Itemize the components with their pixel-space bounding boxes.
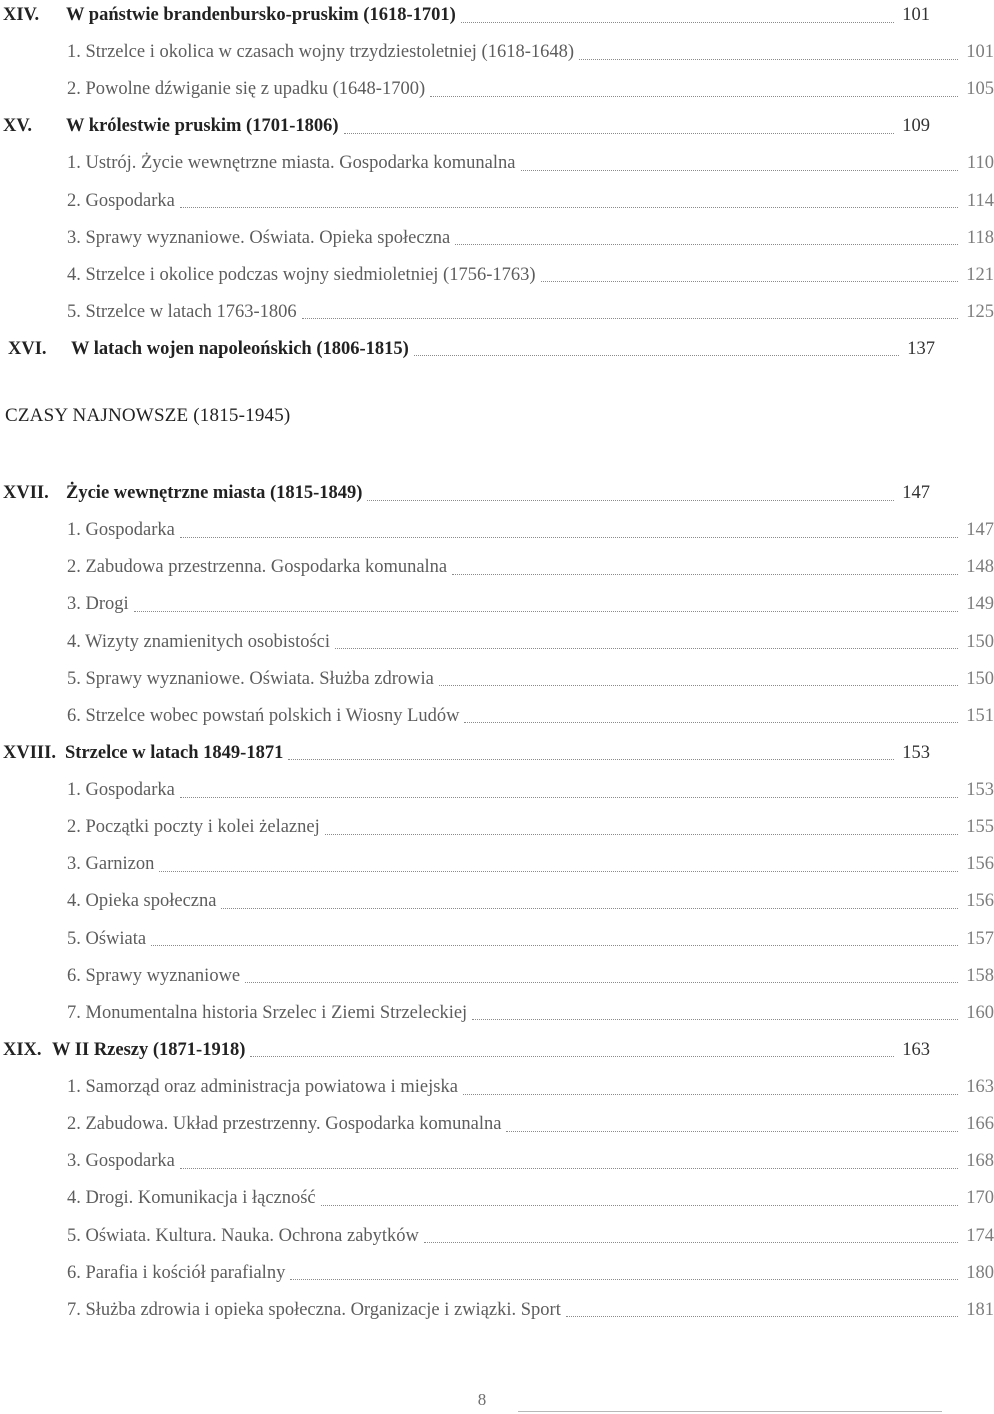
page-reference: 125 bbox=[966, 301, 994, 322]
dot-leader bbox=[464, 722, 958, 723]
dot-leader bbox=[151, 945, 958, 946]
page-reference: 155 bbox=[966, 817, 994, 838]
subsection-title: 6. Sprawy wyznaniowe bbox=[67, 965, 241, 986]
page-reference: 181 bbox=[966, 1299, 994, 1320]
subsection-title: 5. Oświata bbox=[67, 928, 147, 949]
toc-chapter-entry bbox=[0, 334, 935, 364]
subsection-title: 3. Sprawy wyznaniowe. Oświata. Opieka społeczna bbox=[67, 227, 451, 248]
subsection-title: 5. Strzelce w latach 1763-1806 bbox=[67, 301, 297, 322]
chapter-number: XVII. bbox=[3, 483, 49, 503]
toc-subsection-entry bbox=[0, 1072, 994, 1102]
dot-leader bbox=[180, 207, 958, 208]
page-reference: 118 bbox=[966, 227, 994, 248]
subsection-title: 2. Powolne dźwiganie się z upadku (1648-1700) bbox=[67, 79, 426, 100]
chapter-title: W latach wojen napoleońskich (1806-1815) bbox=[71, 338, 409, 359]
page-reference: 157 bbox=[966, 928, 994, 949]
subsection-title: 2. Zabudowa przestrzenna. Gospodarka komunalna bbox=[67, 557, 448, 578]
toc-subsection-entry bbox=[0, 664, 994, 694]
dot-leader bbox=[566, 1316, 958, 1317]
page-number: 8 bbox=[477, 1390, 487, 1409]
dot-leader bbox=[250, 1056, 894, 1057]
subsection-title: 4. Opieka społeczna bbox=[67, 891, 217, 912]
subsection-title: 5. Oświata. Kultura. Nauka. Ochrona zabytków bbox=[67, 1225, 419, 1246]
subsection-title: 6. Parafia i kościół parafialny bbox=[67, 1262, 286, 1283]
toc-subsection-entry bbox=[0, 148, 994, 178]
toc-subsection-entry bbox=[0, 886, 994, 916]
toc-chapter-entry bbox=[0, 478, 930, 508]
subsection-title: 1. Samorząd oraz administracja powiatowa i miejska bbox=[67, 1077, 458, 1098]
dot-leader bbox=[325, 834, 958, 835]
subsection-title: 4. Wizyty znamienitych osobistości bbox=[67, 631, 331, 652]
dot-leader bbox=[414, 355, 899, 356]
dot-leader bbox=[461, 22, 894, 23]
toc-subsection-entry bbox=[0, 74, 994, 104]
dot-leader bbox=[430, 96, 958, 97]
dot-leader bbox=[506, 1131, 958, 1132]
page-reference: 156 bbox=[966, 854, 994, 875]
chapter-number: XVI. bbox=[8, 338, 47, 359]
page-reference: 174 bbox=[966, 1225, 994, 1246]
toc-subsection-entry bbox=[0, 1109, 994, 1139]
footer-rule bbox=[518, 1411, 942, 1412]
toc-subsection-entry bbox=[0, 186, 994, 216]
dot-leader bbox=[180, 1168, 958, 1169]
dot-leader bbox=[344, 133, 894, 134]
dot-leader bbox=[424, 1242, 958, 1243]
dot-leader bbox=[180, 537, 958, 538]
toc-subsection-entry bbox=[0, 775, 994, 805]
section-heading: CZASY NAJNOWSZE (1815-1945) bbox=[5, 405, 291, 426]
dot-leader bbox=[541, 281, 958, 282]
toc-subsection-entry bbox=[0, 1258, 994, 1288]
dot-leader bbox=[521, 170, 959, 171]
toc-subsection-entry bbox=[0, 1221, 994, 1251]
page-reference: 114 bbox=[966, 190, 994, 211]
subsection-title: 1. Gospodarka bbox=[67, 780, 175, 801]
page-reference: 147 bbox=[966, 520, 994, 541]
dot-leader bbox=[245, 982, 958, 983]
page-reference: 170 bbox=[966, 1188, 994, 1209]
chapter-title: W królestwie pruskim (1701-1806) bbox=[66, 116, 339, 137]
toc-subsection-entry bbox=[0, 37, 994, 67]
toc-subsection-entry bbox=[0, 998, 994, 1028]
dot-leader bbox=[335, 648, 958, 649]
toc-subsection-entry bbox=[0, 223, 994, 253]
toc-subsection-entry bbox=[0, 1295, 994, 1325]
page-reference: 158 bbox=[966, 965, 994, 986]
dot-leader bbox=[472, 1019, 958, 1020]
subsection-title: 2. Gospodarka bbox=[67, 190, 175, 211]
toc-subsection-entry bbox=[0, 1183, 994, 1213]
page-reference: 168 bbox=[966, 1151, 994, 1172]
chapter-number: XV. bbox=[3, 116, 32, 137]
page-reference: 160 bbox=[966, 1002, 994, 1023]
toc-chapter-entry bbox=[0, 1035, 930, 1065]
chapter-title: W II Rzeszy (1871-1918) bbox=[52, 1039, 246, 1060]
page-reference: 110 bbox=[966, 153, 994, 174]
chapter-title: W państwie brandenbursko-pruskim (1618-1701) bbox=[66, 5, 456, 25]
toc-subsection-entry bbox=[0, 260, 994, 290]
dot-leader bbox=[302, 318, 958, 319]
toc-subsection-entry bbox=[0, 1146, 994, 1176]
dot-leader bbox=[288, 759, 894, 760]
page-reference: 109 bbox=[902, 116, 930, 137]
subsection-title: 5. Sprawy wyznaniowe. Oświata. Służba zdrowia bbox=[67, 668, 434, 689]
toc-subsection-entry bbox=[0, 961, 994, 991]
chapter-title: Życie wewnętrzne miasta (1815-1849) bbox=[66, 483, 363, 503]
toc-chapter-entry bbox=[0, 738, 930, 768]
subsection-title: 2. Początki poczty i kolei żelaznej bbox=[67, 817, 320, 838]
subsection-title: 6. Strzelce wobec powstań polskich i Wiosny Ludów bbox=[67, 705, 460, 726]
page-reference: 137 bbox=[907, 338, 935, 359]
page-reference: 166 bbox=[966, 1114, 994, 1135]
subsection-title: 1. Gospodarka bbox=[67, 520, 175, 541]
subsection-title: 7. Służba zdrowia i opieka społeczna. Organizacje i związki. Sport bbox=[67, 1299, 561, 1320]
dot-leader bbox=[180, 797, 958, 798]
page-reference: 180 bbox=[966, 1262, 994, 1283]
dot-leader bbox=[159, 871, 958, 872]
dot-leader bbox=[134, 611, 958, 612]
page-reference: 101 bbox=[902, 5, 930, 25]
dot-leader bbox=[367, 500, 894, 501]
page-reference: 148 bbox=[966, 557, 994, 578]
toc-subsection-entry bbox=[0, 589, 994, 619]
page-reference: 147 bbox=[902, 483, 930, 503]
toc-subsection-entry bbox=[0, 849, 994, 879]
subsection-title: 4. Drogi. Komunikacja i łączność bbox=[67, 1188, 316, 1209]
chapter-number: XVIII. bbox=[3, 742, 56, 763]
toc-chapter-entry bbox=[0, 0, 930, 30]
subsection-title: 3. Drogi bbox=[67, 594, 129, 615]
page-reference: 163 bbox=[902, 1039, 930, 1060]
dot-leader bbox=[579, 59, 958, 60]
dot-leader bbox=[439, 685, 958, 686]
page-reference: 151 bbox=[966, 705, 994, 726]
dot-leader bbox=[452, 574, 958, 575]
dot-leader bbox=[221, 908, 958, 909]
page-reference: 150 bbox=[966, 631, 994, 652]
page-reference: 121 bbox=[966, 264, 994, 285]
toc-subsection-entry bbox=[0, 515, 994, 545]
dot-leader bbox=[321, 1205, 958, 1206]
subsection-title: 4. Strzelce i okolice podczas wojny siedmioletniej (1756-1763) bbox=[67, 264, 536, 285]
subsection-title: 2. Zabudowa. Układ przestrzenny. Gospodarka komunalna bbox=[67, 1114, 502, 1135]
subsection-title: 1. Strzelce i okolica w czasach wojny trzydziestoletniej (1618-1648) bbox=[67, 42, 575, 63]
chapter-number: XIX. bbox=[3, 1039, 42, 1060]
dot-leader bbox=[463, 1094, 958, 1095]
subsection-title: 3. Gospodarka bbox=[67, 1151, 175, 1172]
dot-leader bbox=[290, 1279, 958, 1280]
toc-subsection-entry bbox=[0, 924, 994, 954]
page-reference: 101 bbox=[966, 42, 994, 63]
toc-chapter-entry bbox=[0, 111, 930, 141]
page-reference: 156 bbox=[966, 891, 994, 912]
subsection-title: 7. Monumentalna historia Srzelec i Ziemi Strzeleckiej bbox=[67, 1002, 468, 1023]
dot-leader bbox=[455, 244, 958, 245]
chapter-title: Strzelce w latach 1849-1871 bbox=[65, 742, 284, 763]
toc-subsection-entry bbox=[0, 812, 994, 842]
chapter-number: XIV. bbox=[3, 5, 40, 25]
page-reference: 150 bbox=[966, 668, 994, 689]
page-reference: 163 bbox=[966, 1077, 994, 1098]
toc-subsection-entry bbox=[0, 627, 994, 657]
page-reference: 153 bbox=[902, 742, 930, 763]
subsection-title: 1. Ustrój. Życie wewnętrzne miasta. Gospodarka komunalna bbox=[67, 153, 516, 174]
toc-subsection-entry bbox=[0, 297, 994, 327]
toc-subsection-entry bbox=[0, 552, 994, 582]
page-reference: 153 bbox=[966, 780, 994, 801]
page-reference: 149 bbox=[966, 594, 994, 615]
toc-subsection-entry bbox=[0, 701, 994, 731]
subsection-title: 3. Garnizon bbox=[67, 854, 155, 875]
page-reference: 105 bbox=[966, 79, 994, 100]
